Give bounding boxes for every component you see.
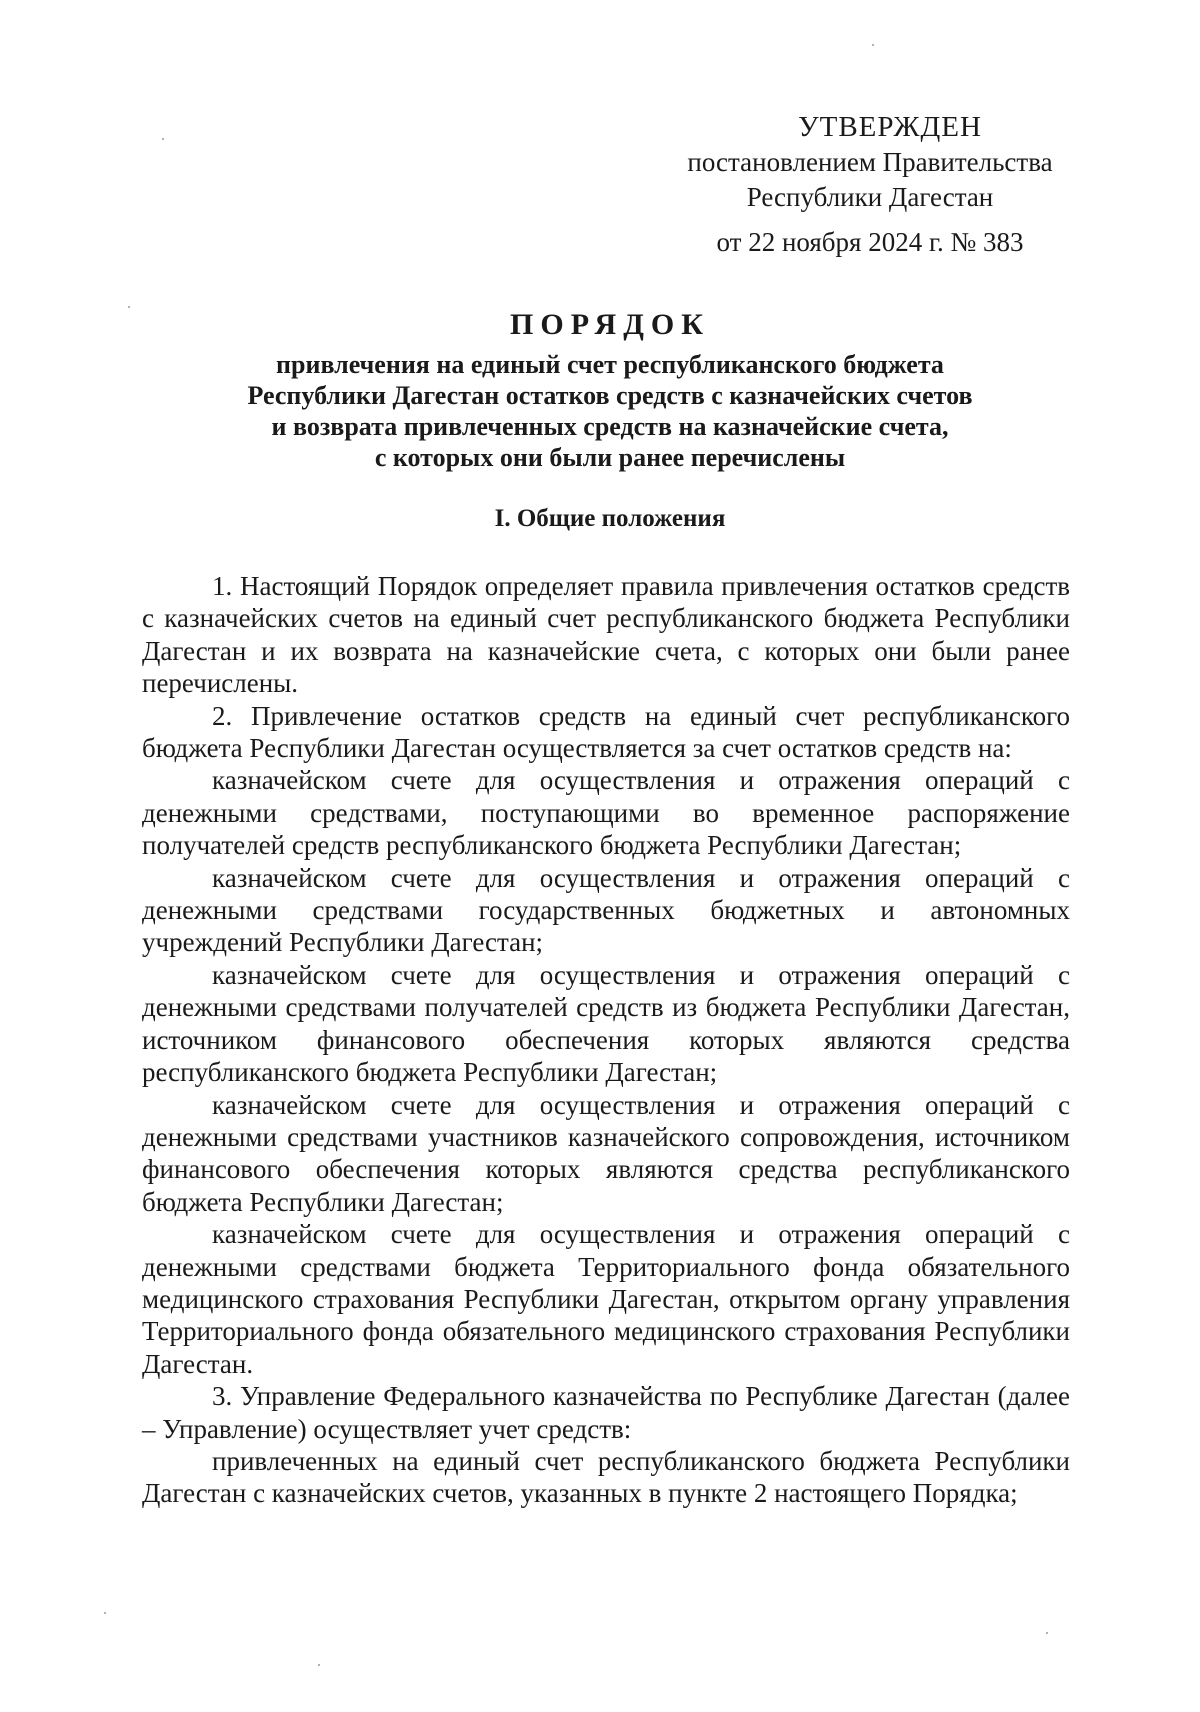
scan-speck <box>872 44 874 46</box>
scan-speck <box>162 138 164 140</box>
paragraph-2: 2. Привлечение остатков средств на единый счет республиканского бюджета Республики Дагестан осуществляется за счет остатков средств на: <box>142 700 1070 764</box>
list-item: казначейском счете для осуществления и отражения операций с денежными средствами, поступающими во временное распоряжение получателей средств республиканского бюджета Республики Дагестан; <box>142 765 1070 861</box>
list-item: казначейском счете для осуществления и отражения операций с денежными средствами бюджета Территориального фонда обязательного медицинского страхования Республики Дагестан, открытом органу управления Территориального фонда обязательного медицинского страхования Республики Дагестан. <box>142 1219 1070 1379</box>
document-body <box>142 570 1070 1510</box>
approval-line-1: постановлением Правительства <box>687 147 1053 177</box>
document-subtitle: привлечения на единый счет республиканского бюджета Республики Дагестан остатков средств с казначейских счетов и возврата привлеченных средств на казначейские счета, с которых они были ранее перечислены <box>247 350 973 472</box>
scan-speck <box>128 306 130 308</box>
approval-title: УТВЕРЖДЕН <box>798 111 982 143</box>
scan-speck <box>1046 1632 1048 1634</box>
approval-line-2: Республики Дагестан <box>746 182 994 212</box>
scan-speck <box>318 1664 320 1666</box>
section-heading: I. Общие положения <box>494 505 726 532</box>
list-item: привлеченных на единый счет республиканского бюджета Республики Дагестан с казначейских счетов, указанных в пункте 2 настоящего Порядка; <box>142 1445 1070 1509</box>
document-title-block <box>140 305 1080 473</box>
list-item: казначейском счете для осуществления и отражения операций с денежными средствами получателей средств из бюджета Республики Дагестан, источником финансового обеспечения которых являются средства республиканского бюджета Республики Дагестан; <box>142 959 1070 1088</box>
list-item: казначейском счете для осуществления и отражения операций с денежными средствами участников казначейского сопровождения, источником финансового обеспечения которых являются средства республиканского бюджета Республики Дагестан; <box>142 1089 1070 1217</box>
scan-speck <box>104 1612 106 1614</box>
list-item: казначейском счете для осуществления и отражения операций с денежными средствами государственных бюджетных и автономных учреждений Республики Дагестан; <box>142 862 1070 958</box>
paragraph-3: 3. Управление Федерального казначейства по Республике Дагестан (далее – Управление) осуществляет учет средств: <box>142 1381 1070 1444</box>
approval-block <box>600 110 1140 260</box>
paragraph-1: 1. Настоящий Порядок определяет правила привлечения остатков средств с казначейских счетов на единый счет республиканского бюджета Республики Дагестан и их возврата на казначейские счета, с которых они были ранее перечислены. <box>142 571 1070 699</box>
document-heading: ПОРЯДОК <box>510 308 710 341</box>
approval-date: от 22 ноября 2024 г. № 383 <box>716 227 1024 257</box>
